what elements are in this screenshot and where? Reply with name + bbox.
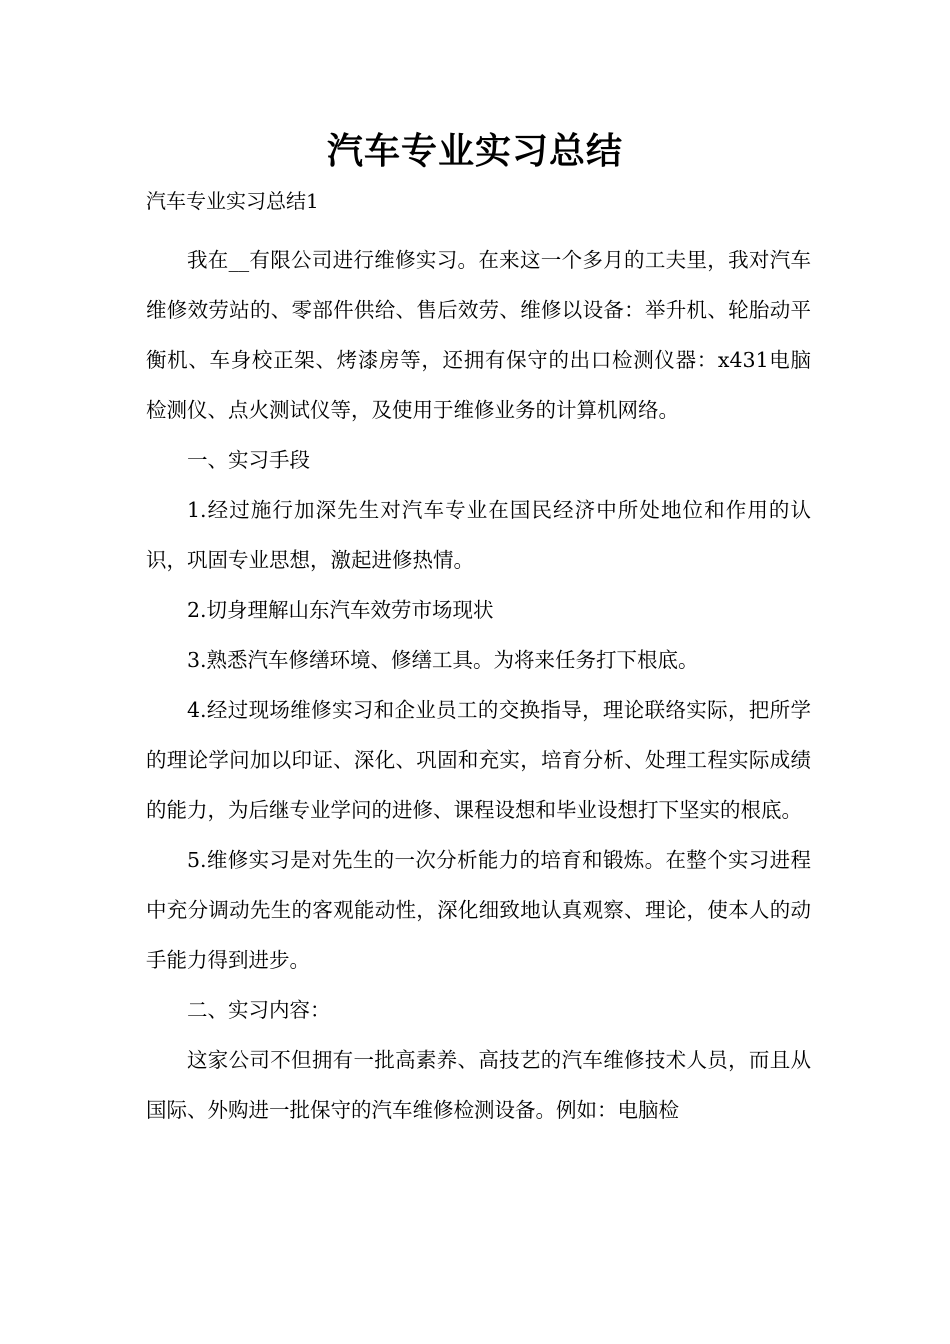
list-item-4: 4.经过现场维修实习和企业员工的交换指导，理论联络实际，把所学的理论学问加以印证、深化、巩固和充实，培育分析、处理工程实际成绩的能力，为后继专业学问的进修、课程设想和毕业设想打下坚实的根底。 [146,698,811,822]
paragraph-company: 这家公司不但拥有一批高素养、高技艺的汽车维修技术人员，而且从国际、外购进一批保守的汽车维修检测设备。例如：电脑检 [146,1048,811,1122]
list-item-5: 5.维修实习是对先生的一次分析能力的培育和锻炼。在整个实习进程中充分调动先生的客观能动性，深化细致地认真观察、理论，使本人的动手能力得到进步。 [146,848,811,972]
paragraph-intro: 我在__有限公司进行维修实习。在来这一个多月的工夫里，我对汽车维修效劳站的、零部件供给、售后效劳、维修以设备：举升机、轮胎动平衡机、车身校正架、烤漆房等，还拥有保守的出口检测仪器：x431电脑检测仪、点火测试仪等，及使用于维修业务的计算机网络。 [146,248,811,422]
document-title: 汽车专业实习总结 [326,131,623,172]
document-body [146,235,811,1135]
document-subtitle: 汽车专业实习总结1 [146,189,319,213]
list-item-3: 3.熟悉汽车修缮环境、修缮工具。为将来任务打下根底。 [187,648,699,672]
section-heading-content: 二、实习内容： [187,998,331,1022]
list-item-2: 2.切身理解山东汽车效劳市场现状 [187,598,494,622]
section-heading-purpose: 一、实习手段 [187,448,310,472]
list-item-1: 1.经过施行加深先生对汽车专业在国民经济中所处地位和作用的认识，巩固专业思想，激起进修热情。 [146,498,811,572]
